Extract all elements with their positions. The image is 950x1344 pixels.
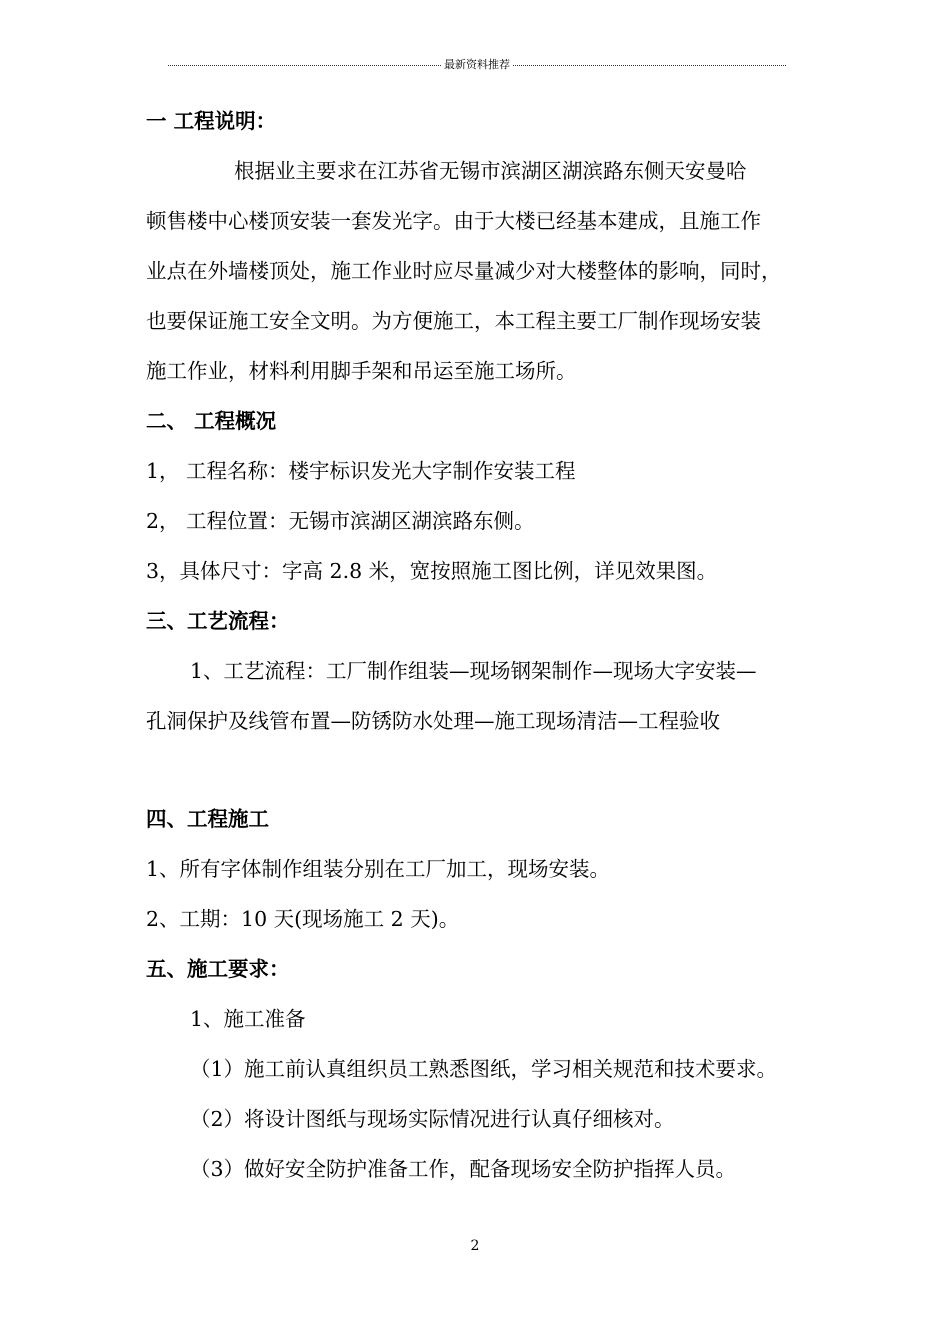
- header-text: 最新资料推荐: [444, 58, 510, 71]
- section-1-line: 也要保证施工安全文明。为方便施工，本工程主要工厂制作现场安装: [146, 309, 761, 333]
- section-3-line: 孔洞保护及线管布置—防锈防水处理—施工现场清洁—工程验收: [146, 709, 720, 733]
- section-1-line: 顿售楼中心楼顶安装一套发光字。由于大楼已经基本建成，且施工作: [146, 209, 761, 233]
- header-dotted-rule-right: [513, 65, 786, 66]
- section-1-title: 一 工程说明：: [146, 109, 277, 133]
- section-5-item: （1）施工前认真组织员工熟悉图纸，学习相关规范和技术要求。: [190, 1057, 778, 1081]
- section-5-subtitle: 1、施工准备: [190, 1007, 306, 1031]
- section-2-item: 2， 工程位置：无锡市滨湖区湖滨路东侧。: [146, 509, 535, 533]
- page-header: [168, 56, 786, 72]
- section-1-line: 施工作业，材料利用脚手架和吊运至施工场所。: [146, 359, 577, 383]
- section-4-item: 2、工期：10 天(现场施工 2 天)。: [146, 907, 460, 931]
- section-5-item: （2）将设计图纸与现场实际情况进行认真仔细核对。: [190, 1107, 675, 1131]
- page-number: 2: [470, 1238, 480, 1254]
- section-5-item: （3）做好安全防护准备工作，配备现场安全防护指挥人员。: [190, 1157, 737, 1181]
- section-2-item: 1， 工程名称：楼宇标识发光大字制作安装工程: [146, 459, 576, 483]
- section-2-title: 二、 工程概况: [146, 409, 277, 433]
- section-3-line: 1、工艺流程：工厂制作组装—现场钢架制作—现场大字安装—: [190, 659, 757, 683]
- section-1-line: 业点在外墙楼顶处，施工作业时应尽量减少对大楼整体的影响，同时，: [146, 259, 782, 283]
- section-5-title: 五、施工要求：: [146, 957, 290, 981]
- section-3-title: 三、工艺流程：: [146, 609, 290, 633]
- section-2-item: 3，具体尺寸：字高 2.8 米，宽按照施工图比例，详见效果图。: [146, 559, 718, 583]
- section-1-line: 根据业主要求在江苏省无锡市滨湖区湖滨路东侧天安曼哈: [234, 159, 747, 183]
- section-4-item: 1、所有字体制作组装分别在工厂加工，现场安装。: [146, 857, 611, 881]
- section-4-title: 四、工程施工: [146, 807, 269, 831]
- header-dotted-rule-left: [168, 65, 441, 66]
